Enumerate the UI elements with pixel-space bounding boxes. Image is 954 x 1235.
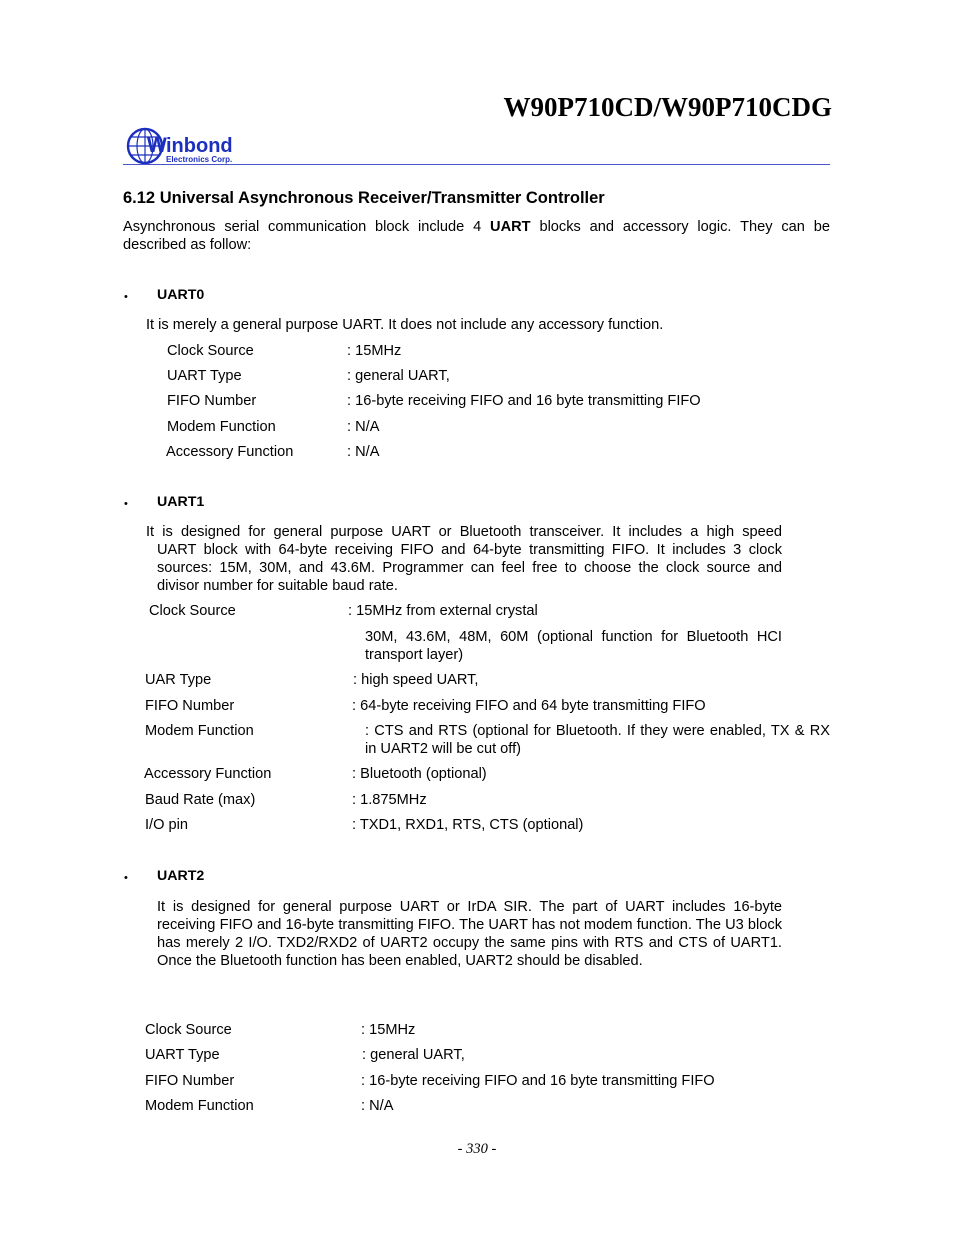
page-number: - 330 - [457, 1141, 497, 1157]
uart1-label-baud-rate: Baud Rate (max) [145, 792, 256, 808]
uart0-value-uart-type: : general UART, [347, 368, 450, 384]
uart1-label-fifo-number: FIFO Number [145, 698, 235, 714]
uart0-label-clock-source: Clock Source [167, 343, 254, 359]
uart1-value-fifo-number: : 64-byte receiving FIFO and 64 byte transmitting FIFO [352, 698, 706, 714]
uart1-description: UART block with 64-byte receiving FIFO and 64-byte transmitting FIFO. It includes 3 clock sources: 15M, 30M, and 43.6M. Programmer can feel free to choose the clock source and divisor number for suitable baud rate. [157, 542, 782, 594]
uart0-value-fifo-number: : 16-byte receiving FIFO and 16 byte transmitting FIFO [347, 393, 701, 409]
uart2-value-clock-source: : 15MHz [361, 1022, 416, 1038]
uart1-label-clock-source: Clock Source [149, 603, 236, 619]
uart0-label-modem-function: Modem Function [167, 419, 276, 435]
document-title: W90P710CD/W90P710CDG [503, 92, 832, 122]
uart2-value-fifo-number: : 16-byte receiving FIFO and 16 byte transmitting FIFO [361, 1073, 715, 1089]
uart0-value-modem-function: : N/A [347, 419, 380, 435]
uart0-label-uart-type: UART Type [167, 368, 242, 384]
uart2-label-modem-function: Modem Function [145, 1098, 254, 1114]
uart2-description: It is designed for general purpose UART or IrDA SIR. The part of UART includes 16-byte receiving FIFO and 16-byte transmitting FIFO. The UART has not modem function. The U3 block has merely 2 I/O. TXD2/RXD2 of UART2 occupy the same pins with RTS and CTS of UART1. Once the Bluetooth function has been enabled, UART2 should be disabled. [157, 899, 782, 969]
bullet-uart2: • [124, 872, 128, 884]
uart1-value-io-pin: : TXD1, RXD1, RTS, CTS (optional) [352, 817, 584, 833]
header-rule [123, 164, 830, 165]
uart1-value-baud-rate: : 1.875MHz [352, 792, 427, 808]
uart2-label-clock-source: Clock Source [145, 1022, 232, 1038]
uart1-label-uar-type: UAR Type [145, 672, 212, 688]
svg-text:inbond: inbond [166, 135, 233, 157]
section-heading: 6.12 Universal Asynchronous Receiver/Transmitter Controller [123, 189, 605, 207]
uart1-label-accessory-function: Accessory Function [144, 766, 272, 782]
uart2-label-fifo-number: FIFO Number [145, 1073, 235, 1089]
uart2-value-uart-type: : general UART, [362, 1047, 465, 1063]
uart2-value-modem-function: : N/A [361, 1098, 394, 1114]
bullet-uart1: • [124, 498, 128, 510]
svg-text:W: W [147, 134, 167, 157]
svg-text:Electronics Corp.: Electronics Corp. [166, 155, 233, 164]
uart1-description-first-line: It is designed for general purpose UART or Bluetooth transceiver. It includes a high speed [146, 524, 782, 540]
uart0-label-accessory-function: Accessory Function [166, 444, 294, 460]
uart2-heading: UART2 [157, 868, 205, 884]
uart0-label-fifo-number: FIFO Number [167, 393, 257, 409]
uart1-value-clock-source: : 15MHz from external crystal [348, 603, 538, 619]
uart0-description: It is merely a general purpose UART. It does not include any accessory function. [146, 317, 664, 333]
bullet-uart0: • [124, 291, 128, 303]
uart0-value-clock-source: : 15MHz [347, 343, 402, 359]
uart1-value-modem-function: : CTS and RTS (optional for Bluetooth. If they were enabled, TX & RX in UART2 will be cut off) [365, 723, 830, 757]
uart1-value-clock-source-optional: 30M, 43.6M, 48M, 60M (optional function for Bluetooth HCI transport layer) [365, 629, 782, 663]
uart1-label-io-pin: I/O pin [145, 817, 188, 833]
uart1-label-modem-function: Modem Function [145, 723, 254, 739]
winbond-globe-icon [126, 125, 256, 167]
uart0-heading: UART0 [157, 287, 205, 303]
section-intro: Asynchronous serial communication block include 4 UART blocks and accessory logic. They can be described as follow: [123, 219, 830, 253]
uart1-value-accessory-function: : Bluetooth (optional) [352, 766, 487, 782]
uart1-heading: UART1 [157, 494, 205, 510]
uart2-label-uart-type: UART Type [145, 1047, 220, 1063]
uart1-value-uar-type: : high speed UART, [353, 672, 479, 688]
winbond-logo [126, 125, 256, 167]
uart0-value-accessory-function: : N/A [347, 444, 380, 460]
